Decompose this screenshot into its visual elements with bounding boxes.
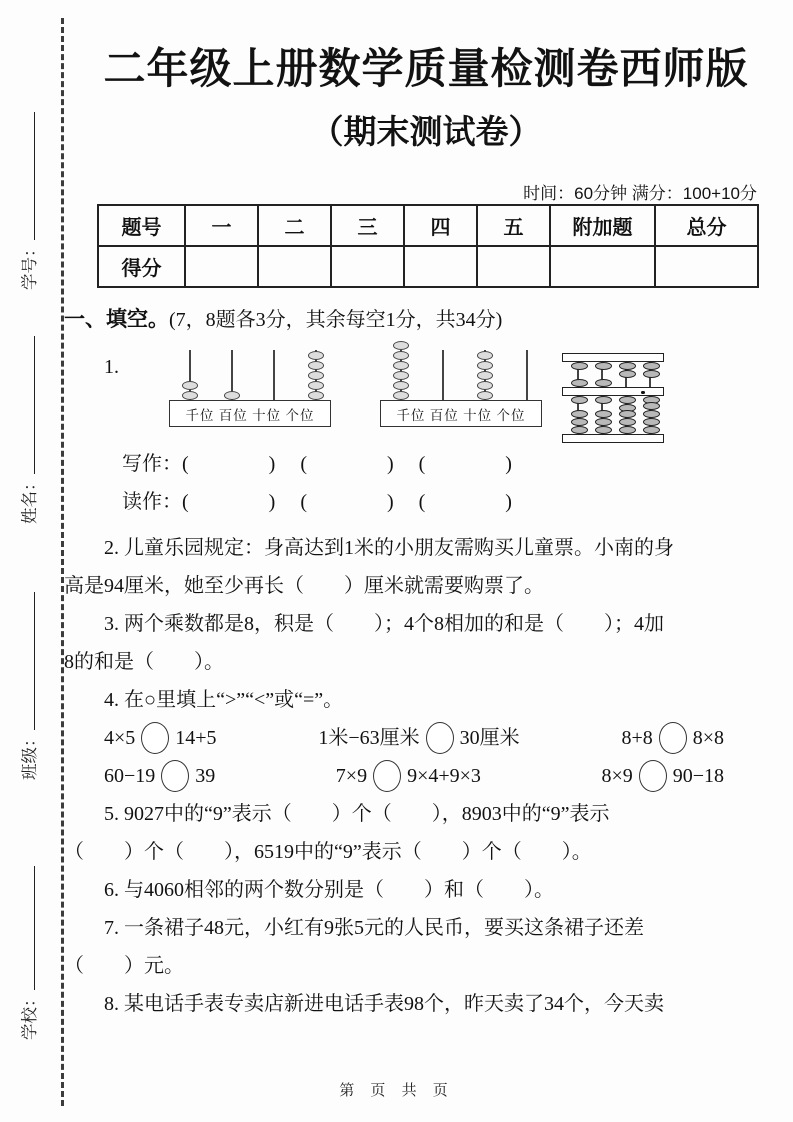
header-cell: 一 <box>185 205 258 246</box>
place-value-counter-2 <box>377 350 547 427</box>
question6-line: 6. 与4060相邻的两个数分别是（ ）和（ ）。 <box>104 879 554 901</box>
question3-line1: 3. 两个乘数都是8，积是（ ）；4个8相加的和是（ ）；4加 <box>104 613 664 635</box>
compare-right: 9×4+9×3 <box>407 765 481 787</box>
compare-left: 1米−63厘米 <box>318 727 420 749</box>
score-cell <box>655 246 758 287</box>
counter-bead <box>477 371 493 380</box>
counter-bead <box>308 391 324 400</box>
abacus-bead <box>619 418 636 426</box>
question1-number: 1. <box>104 356 119 378</box>
compare-right: 30厘米 <box>459 727 520 749</box>
counter-bead <box>477 381 493 390</box>
score-row-label: 得分 <box>98 246 185 287</box>
counter-bead <box>182 381 198 390</box>
question4-row1 <box>64 719 724 757</box>
page-footer: 第 页 共 页 <box>339 1082 454 1099</box>
score-cell <box>258 246 331 287</box>
counter-rod <box>273 350 275 400</box>
abacus-bottom-bar <box>562 434 664 443</box>
comparison-item <box>336 757 481 795</box>
section1-heading <box>64 303 502 333</box>
question4-row2 <box>64 757 724 795</box>
question4-intro: 4. 在○里填上“>”“<”或“=”。 <box>104 689 344 711</box>
abacus-bead <box>643 370 660 378</box>
student-id-label: 学号： <box>20 240 39 290</box>
counter-bead <box>393 381 409 390</box>
compare-right: 90−18 <box>672 765 724 787</box>
abacus-bead <box>571 426 588 434</box>
comparison-circle <box>141 722 169 754</box>
comparison-circle <box>659 722 687 754</box>
questions-body <box>64 529 766 1023</box>
counter-rod <box>231 350 233 400</box>
counter-bead <box>477 351 493 360</box>
comparison-item <box>318 719 519 757</box>
abacus-figure <box>562 353 664 443</box>
abacus-bead <box>643 410 660 418</box>
header-cell: 附加题 <box>550 205 655 246</box>
abacus-bead <box>643 418 660 426</box>
read-as-line: 读作：( ) ( ) ( ) <box>122 491 512 513</box>
abacus-bead <box>595 396 612 404</box>
header-cell: 总分 <box>655 205 758 246</box>
abacus-bead <box>571 379 588 387</box>
comparison-item <box>601 757 724 795</box>
compare-right: 14+5 <box>175 727 217 749</box>
score-table <box>97 204 759 288</box>
student-id-field <box>16 113 40 291</box>
comparison-item <box>104 719 217 757</box>
counter-bead <box>182 391 198 400</box>
comparison-circle <box>373 760 401 792</box>
abacus-beam <box>562 387 664 396</box>
abacus-bead <box>619 396 636 404</box>
comparison-item <box>104 757 215 795</box>
abacus-bead <box>595 362 612 370</box>
abacus-bead <box>595 418 612 426</box>
abacus-bead <box>571 396 588 404</box>
header-cell: 五 <box>477 205 550 246</box>
place-value-counter-1 <box>166 350 336 427</box>
abacus-bead <box>571 362 588 370</box>
comparison-circle <box>161 760 189 792</box>
score-cell <box>550 246 655 287</box>
time-score-info: 时间：60分钟 满分：100+10分 <box>523 184 757 203</box>
compare-right: 8×8 <box>692 727 724 749</box>
counter-rods <box>166 350 336 400</box>
question2-line2: 高是94厘米，她至少再长（ ）厘米就需要购票了。 <box>64 575 544 597</box>
abacus-bead <box>619 426 636 434</box>
score-table-header-row <box>98 205 758 246</box>
compare-left: 4×5 <box>104 727 136 749</box>
write-as-line: 写作：( ) ( ) ( ) <box>122 453 512 475</box>
score-table-score-row <box>98 246 758 287</box>
question5-line2: （ ）个（ ），6519中的“9”表示（ ）个（ ）。 <box>64 841 592 863</box>
comparison-circle <box>426 722 454 754</box>
comparison-item <box>621 719 724 757</box>
class-blank <box>21 593 35 731</box>
counter-bead <box>393 341 409 350</box>
section1-heading-note: (7，8题各3分，其余每空1分，共34分) <box>169 309 503 331</box>
question3-line2: 8的和是（ ）。 <box>64 651 224 673</box>
counter-bead <box>477 361 493 370</box>
abacus-bead <box>643 426 660 434</box>
school-label: 学校： <box>20 990 39 1040</box>
score-cell <box>331 246 404 287</box>
compare-right: 39 <box>195 765 216 787</box>
abacus-bead <box>595 410 612 418</box>
student-name-blank <box>21 337 35 475</box>
counter-rod <box>442 350 444 400</box>
abacus-bead <box>643 362 660 370</box>
abacus-bead <box>619 410 636 418</box>
abacus-bead <box>571 418 588 426</box>
place-value-labels: 千位 百位 十位 个位 <box>169 400 331 427</box>
abacus-unit-dot <box>641 391 645 395</box>
question5-line1: 5. 9027中的“9”表示（ ）个（ ），8903中的“9”表示 <box>104 803 610 825</box>
place-value-labels: 千位 百位 十位 个位 <box>380 400 542 427</box>
counter-bead <box>393 361 409 370</box>
question2-line1: 2. 儿童乐园规定：身高达到1米的小朋友需购买儿童票。小南的身 <box>104 537 674 559</box>
question7-line1: 7. 一条裙子48元，小红有9张5元的人民币，要买这条裙子还差 <box>104 917 644 939</box>
question8-line: 8. 某电话手表专卖店新进电话手表98个，昨天卖了34个，今天卖 <box>104 993 664 1015</box>
header-cell: 题号 <box>98 205 185 246</box>
class-field <box>16 593 40 781</box>
header-cell: 四 <box>404 205 477 246</box>
student-id-blank <box>21 113 35 241</box>
compare-left: 8+8 <box>621 727 653 749</box>
counter-rods <box>377 350 547 400</box>
abacus-bead <box>619 362 636 370</box>
compare-left: 8×9 <box>601 765 633 787</box>
school-blank <box>21 867 35 991</box>
score-cell <box>404 246 477 287</box>
counter-bead <box>393 371 409 380</box>
abacus-bead <box>643 402 660 410</box>
counter-bead <box>393 391 409 400</box>
counter-bead <box>477 391 493 400</box>
score-cell <box>185 246 258 287</box>
counter-bead <box>393 351 409 360</box>
abacus-top-bar <box>562 353 664 362</box>
header-cell: 三 <box>331 205 404 246</box>
student-name-label: 姓名： <box>20 474 39 524</box>
counter-rod <box>315 350 317 400</box>
abacus-bead <box>595 379 612 387</box>
counter-rod <box>189 350 191 400</box>
counter-bead <box>224 391 240 400</box>
score-cell <box>477 246 550 287</box>
section1-heading-bold: 一、填空。 <box>64 308 169 331</box>
abacus-bead <box>595 426 612 434</box>
school-field <box>16 867 40 1041</box>
student-name-field <box>16 337 40 525</box>
compare-left: 60−19 <box>104 765 156 787</box>
exam-subtitle: （期末测试卷） <box>310 113 542 150</box>
counter-rod <box>526 350 528 400</box>
comparison-circle <box>639 760 667 792</box>
counter-bead <box>308 381 324 390</box>
abacus-bead <box>619 370 636 378</box>
abacus-bead <box>571 410 588 418</box>
counter-bead <box>308 351 324 360</box>
exam-title: 二年级上册数学质量检测卷西师版 <box>103 45 749 92</box>
class-label: 班级： <box>20 730 39 780</box>
counter-bead <box>308 361 324 370</box>
counter-rod <box>400 350 402 400</box>
header-cell: 二 <box>258 205 331 246</box>
counter-bead <box>308 371 324 380</box>
compare-left: 7×9 <box>335 765 368 787</box>
question7-line2: （ ）元。 <box>64 955 184 977</box>
counter-rod <box>484 350 486 400</box>
